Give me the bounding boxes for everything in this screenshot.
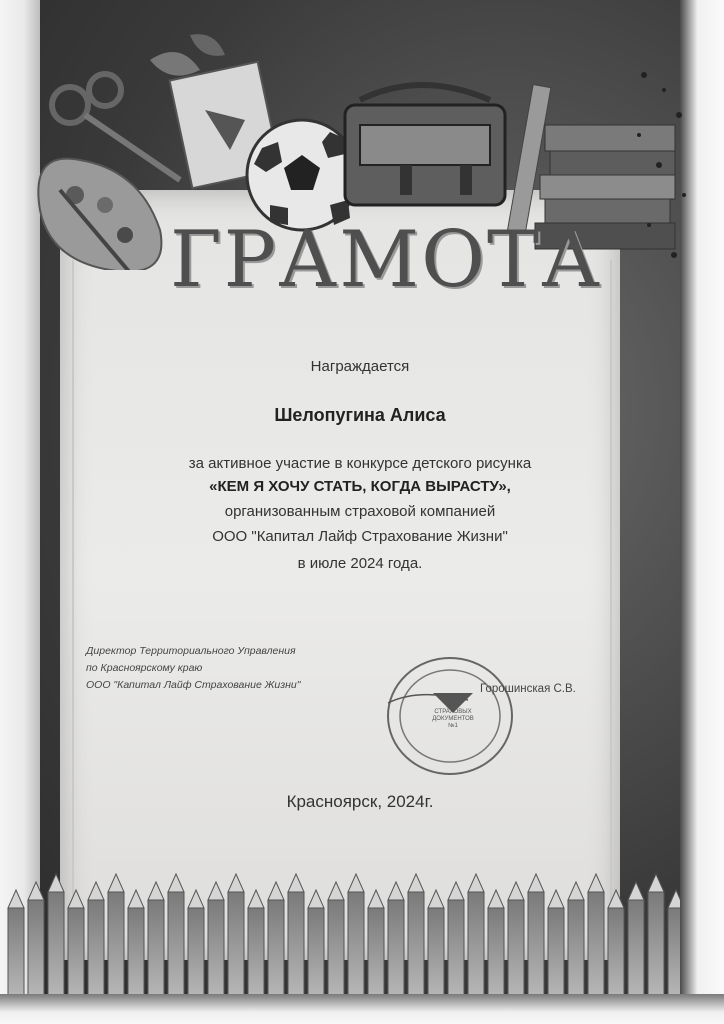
pencil-tip [628,882,644,900]
pencil-tip [108,874,124,892]
pencil-body [648,892,664,1000]
leaf-icon [190,34,225,56]
pencil-body [388,900,404,1000]
pencil-tip [668,890,680,908]
pencil-tip [128,890,144,908]
certificate-title: ГРАМОТА [170,215,603,305]
signer-name: Горошинская С.В. [480,683,576,695]
pencil-body [548,908,564,1000]
pencil-tip [288,874,304,892]
pencil-tip [648,874,664,892]
stamp-center-text: ДЛЯ СТРАХОВЫХ ДОКУМЕНТОВ №1 [432,702,474,729]
date-text: в июле 2024 года. [297,555,423,572]
pencil-tip [148,882,164,900]
pencil-tip [528,874,544,892]
pencil-tip [388,882,404,900]
contest-name: «КЕМ Я ХОЧУ СТАТЬ, КОГДА ВЫРАСТУ», [209,478,511,495]
pencil-tip [28,882,44,900]
organizer-text: организованным страховой компанией [224,503,496,520]
scan-bottom-margin [0,994,724,1024]
pencil-body [48,892,64,1000]
pencil-tip [568,882,584,900]
leaf-icon [150,52,200,76]
pencil-body [28,900,44,1000]
pencil-tip [48,874,64,892]
pencil-body [248,908,264,1000]
pencil-body [208,900,224,1000]
reason-text: за активное участие в конкурсе детского рисунка [188,455,532,472]
pencil-body [128,908,144,1000]
pencil-body [268,900,284,1000]
pencil-body [8,908,24,1000]
pencil-tip [308,890,324,908]
pencil-tip [328,882,344,900]
pencil-body [148,900,164,1000]
pencil-body [568,900,584,1000]
pencil-tip [368,890,384,908]
pencil-body [188,908,204,1000]
pencil-tip [268,882,284,900]
pencil-tip [548,890,564,908]
pencil-tip [348,874,364,892]
pencil-body [308,908,324,1000]
pencil-tip [168,874,184,892]
pencil-tip [248,890,264,908]
pencil-tip [88,882,104,900]
pencil-body [108,892,124,1000]
pencil-tip [468,874,484,892]
pencil-body [408,892,424,1000]
position-line: Директор Территориального Управления [86,645,296,657]
pencil-tip [508,882,524,900]
scan-noise [624,55,694,295]
pencil-body [628,900,644,1000]
pencil-body [428,908,444,1000]
pencil-body [88,900,104,1000]
pencil-body [528,892,544,1000]
position-line: по Красноярскому краю [86,662,203,674]
pencil-body [328,900,344,1000]
pencil-tip [488,890,504,908]
pencil-body [488,908,504,1000]
pencil-body [348,892,364,1000]
pencil-body [448,900,464,1000]
pencil-tip [68,890,84,908]
signatory-position [86,643,386,694]
pencil-tip [408,874,424,892]
palette-icon [38,159,161,270]
pencil-body [508,900,524,1000]
company-name: ООО "Капитал Лайф Страхование Жизни" [212,528,508,545]
pencils-border [0,860,680,1000]
pencil-body [608,908,624,1000]
pencil-body [668,908,680,1000]
pencil-tip [208,882,224,900]
pencil-tip [608,890,624,908]
pencil-tip [428,890,444,908]
recipient-name: Шелопугина Алиса [274,405,446,425]
pencil-tip [228,874,244,892]
pencil-body [168,892,184,1000]
pencil-tip [8,890,24,908]
pencil-tip [448,882,464,900]
school-bag-icon [345,85,505,205]
pencil-body [68,908,84,1000]
position-line: ООО "Капитал Лайф Страхование Жизни" [86,679,301,691]
pencil-body [588,892,604,1000]
pencil-body [368,908,384,1000]
pencil-tip [588,874,604,892]
pencil-body [288,892,304,1000]
city-year: Красноярск, 2024г. [286,792,434,811]
pencil-body [468,892,484,1000]
football-icon [247,120,357,230]
pencil-tip [188,890,204,908]
awarded-label: Награждается [310,358,410,375]
pencil-body [228,892,244,1000]
